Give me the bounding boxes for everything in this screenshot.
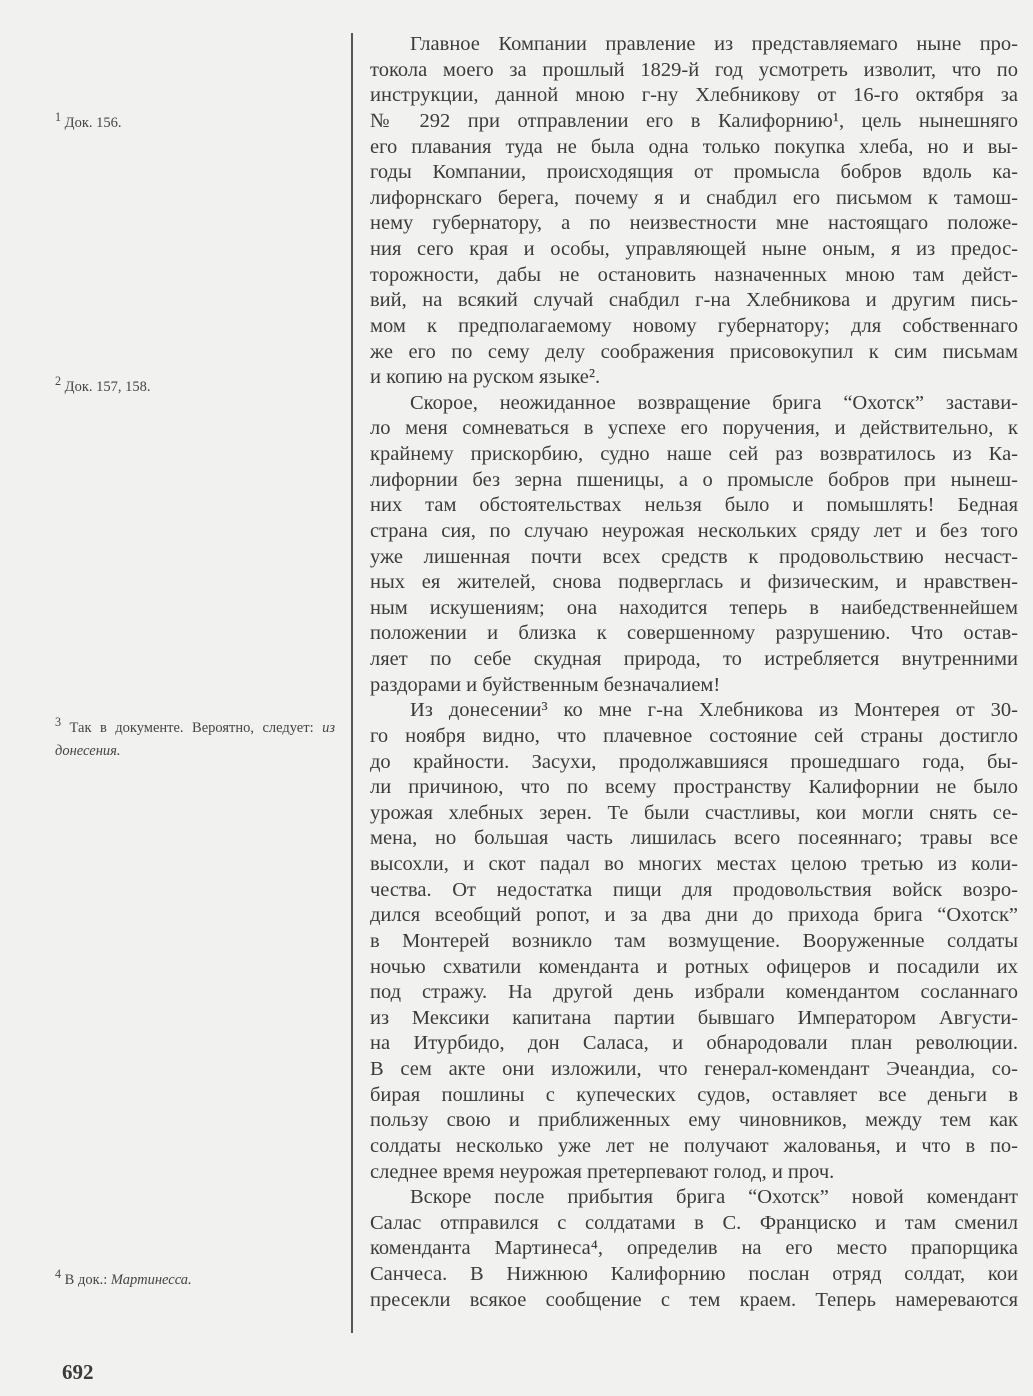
- text-line: нему губернатору, а по неизвестности мне настоящаго положе-: [370, 212, 1018, 235]
- footnote-mark: 3: [55, 715, 62, 729]
- text-line: мом к предполагаемому новому губернатору; для собственнаго: [370, 314, 1018, 337]
- footnote-text: Док. 156.: [64, 114, 122, 131]
- text-line: лифорнскаго берега, почему я и снабдил его письмом к тамош-: [370, 186, 1018, 209]
- text-line: Санчеса. В Нижнюю Калифорнию послан отряд солдат, кои: [370, 1263, 1018, 1285]
- text-line: пресекли всякое сообщение с тем краем. Теперь намереваются: [370, 1288, 1018, 1311]
- footnote-text: В док.:: [64, 1271, 108, 1288]
- text-line: Главное Компании правление из представляемаго ныне про-: [410, 33, 1018, 55]
- text-line: годы Компании, происходящия от промысла бобров вдоль ка-: [370, 161, 1018, 184]
- text-line: ли причиною, что по всему пространству Калифорнии не было: [370, 776, 1018, 799]
- margin-rule: [351, 33, 353, 1333]
- text-line: ляет по себе скудная природа, то истребляется внутренними: [370, 648, 1018, 670]
- footnote-mark: 4: [55, 1267, 62, 1281]
- paragraph: [370, 391, 1018, 699]
- text-line: положении и близка к совершенному разрушению. Что остав-: [370, 622, 1018, 645]
- text-line: высохли, и скот падал во многих местах целою третью из коли-: [370, 853, 1018, 875]
- text-line: до крайности. Засухи, продолжавшияся прошедшаго года, бы-: [370, 750, 1018, 773]
- text-line: ния сего края и особы, управляющей ныне оным, я из предос-: [370, 238, 1018, 260]
- footnote-1: [55, 106, 335, 135]
- text-line: же его по сему делу соображения присовокупил к сим письмам: [370, 340, 1018, 363]
- text-line: под стражу. На другой день избрали комендантом сосланнаго: [370, 981, 1018, 1004]
- text-line: раздорами и буйственным безначалием!: [370, 673, 721, 696]
- footnote-4: [55, 1263, 335, 1292]
- text-line: ночью схватили коменданта и ротных офицеров и посадили их: [370, 955, 1018, 978]
- text-line: ных ея жителей, снова подверглась и физическим, и нравствен-: [370, 571, 1018, 594]
- text-line: крайнему прискорбию, судно наше сей раз возвратилось из Ка-: [370, 443, 1018, 465]
- footnote-italic: Мартинесса.: [110, 1271, 192, 1288]
- text-line: торожности, дабы не остановить назначенных мною там дейст-: [370, 263, 1018, 286]
- paragraph: [370, 32, 1018, 391]
- footnote-3: [55, 711, 335, 763]
- text-line: бирая пошлины с купеческих судов, оставляет все деньги в: [370, 1083, 1018, 1106]
- text-line: вий, на всякий случай снабдил г-на Хлебникова и другим пись-: [370, 289, 1018, 312]
- text-line: в Монтерей возникло там возмущение. Вооруженные солдаты: [370, 929, 1018, 952]
- text-line: ным искушениям; она находится теперь в наибедственнейшем: [370, 596, 1018, 619]
- main-text-column: [370, 32, 1018, 1313]
- text-line: Скорое, неожиданное возвращение брига “Охотск” застави-: [410, 391, 1018, 414]
- footnote-2: [55, 370, 335, 399]
- footnote-italic: из донесения.: [55, 719, 336, 759]
- paragraph: [370, 1185, 1018, 1313]
- text-line: Салас отправился с солдатами в С. Франциско и там сменил: [370, 1211, 1018, 1234]
- paragraph: [370, 698, 1018, 1185]
- text-line: солдаты несколько уже лет не получают жалованья, и что в по-: [370, 1134, 1018, 1157]
- text-line: коменданта Мартинеса⁴, определив на его место прапорщика: [370, 1237, 1018, 1260]
- text-line: урожая хлебных зерен. Те были счастливы, кои могли снять се-: [370, 801, 1018, 824]
- text-line: Из донесении³ ко мне г-на Хлебникова из Монтерея от 30-: [410, 699, 1018, 722]
- text-line: его плавания туда не была одна только покупка хлеба, но и вы-: [370, 135, 1018, 158]
- footnote-text: Док. 157, 158.: [64, 378, 151, 395]
- text-line: ло меня сомневаться в успехе его поручения, и действительно, к: [370, 417, 1018, 440]
- text-line: В сем акте они изложили, что генерал-комендант Эчеандиа, со-: [370, 1058, 1018, 1080]
- text-line: и копию на руском языке².: [370, 366, 601, 389]
- text-line: Вскоре после прибытия брига “Охотск” новой комендант: [410, 1186, 1018, 1209]
- text-line: страна сия, по случаю неурожая нескольких сряду лет и без того: [370, 519, 1018, 542]
- text-line: токола моего за прошлый 1829-й год усмотреть изволит, что по: [370, 58, 1018, 81]
- footnote-mark: 1: [55, 110, 62, 124]
- text-line: мена, но большая часть лишилась всего посеяннаго; травы все: [370, 827, 1018, 850]
- text-line: на Итурбидо, дон Саласа, и обнародовали план революции.: [370, 1032, 1018, 1055]
- text-line: из Мексики капитана партии бывшаго Императором Августи-: [370, 1006, 1018, 1029]
- text-line: уже лишенная почти всех средств к продовольствию несчаст-: [370, 545, 1018, 568]
- text-line: них там обстоятельствах нельзя было и помышлять! Бедная: [370, 494, 1018, 517]
- text-line: № 292 при отправлении его в Калифорнию¹, цель нынешняго: [370, 109, 1018, 132]
- text-line: чества. От недостатка пищи для продовольствия войск возро-: [370, 878, 1018, 901]
- text-line: лифорнии без зерна пшеницы, а о промысле бобров при нынеш-: [370, 468, 1018, 491]
- text-line: дился всеобщий ропот, и за два дни до прихода брига “Охотск”: [370, 904, 1018, 927]
- page-number: 692: [62, 1360, 94, 1384]
- footnote-text: Так в документе. Вероятно, следует:: [69, 719, 314, 736]
- text-line: го ноября видно, что плачевное состояние сей страны достигло: [370, 724, 1018, 747]
- text-line: пользу свою и приближенных ему чиновников, между тем как: [370, 1109, 1018, 1132]
- footnote-mark: 2: [55, 374, 62, 388]
- text-line: следнее время неурожая претерпевают голод, и проч.: [370, 1160, 835, 1183]
- text-line: инструкции, данной мною г-ну Хлебникову от 16-го октября за: [370, 84, 1018, 107]
